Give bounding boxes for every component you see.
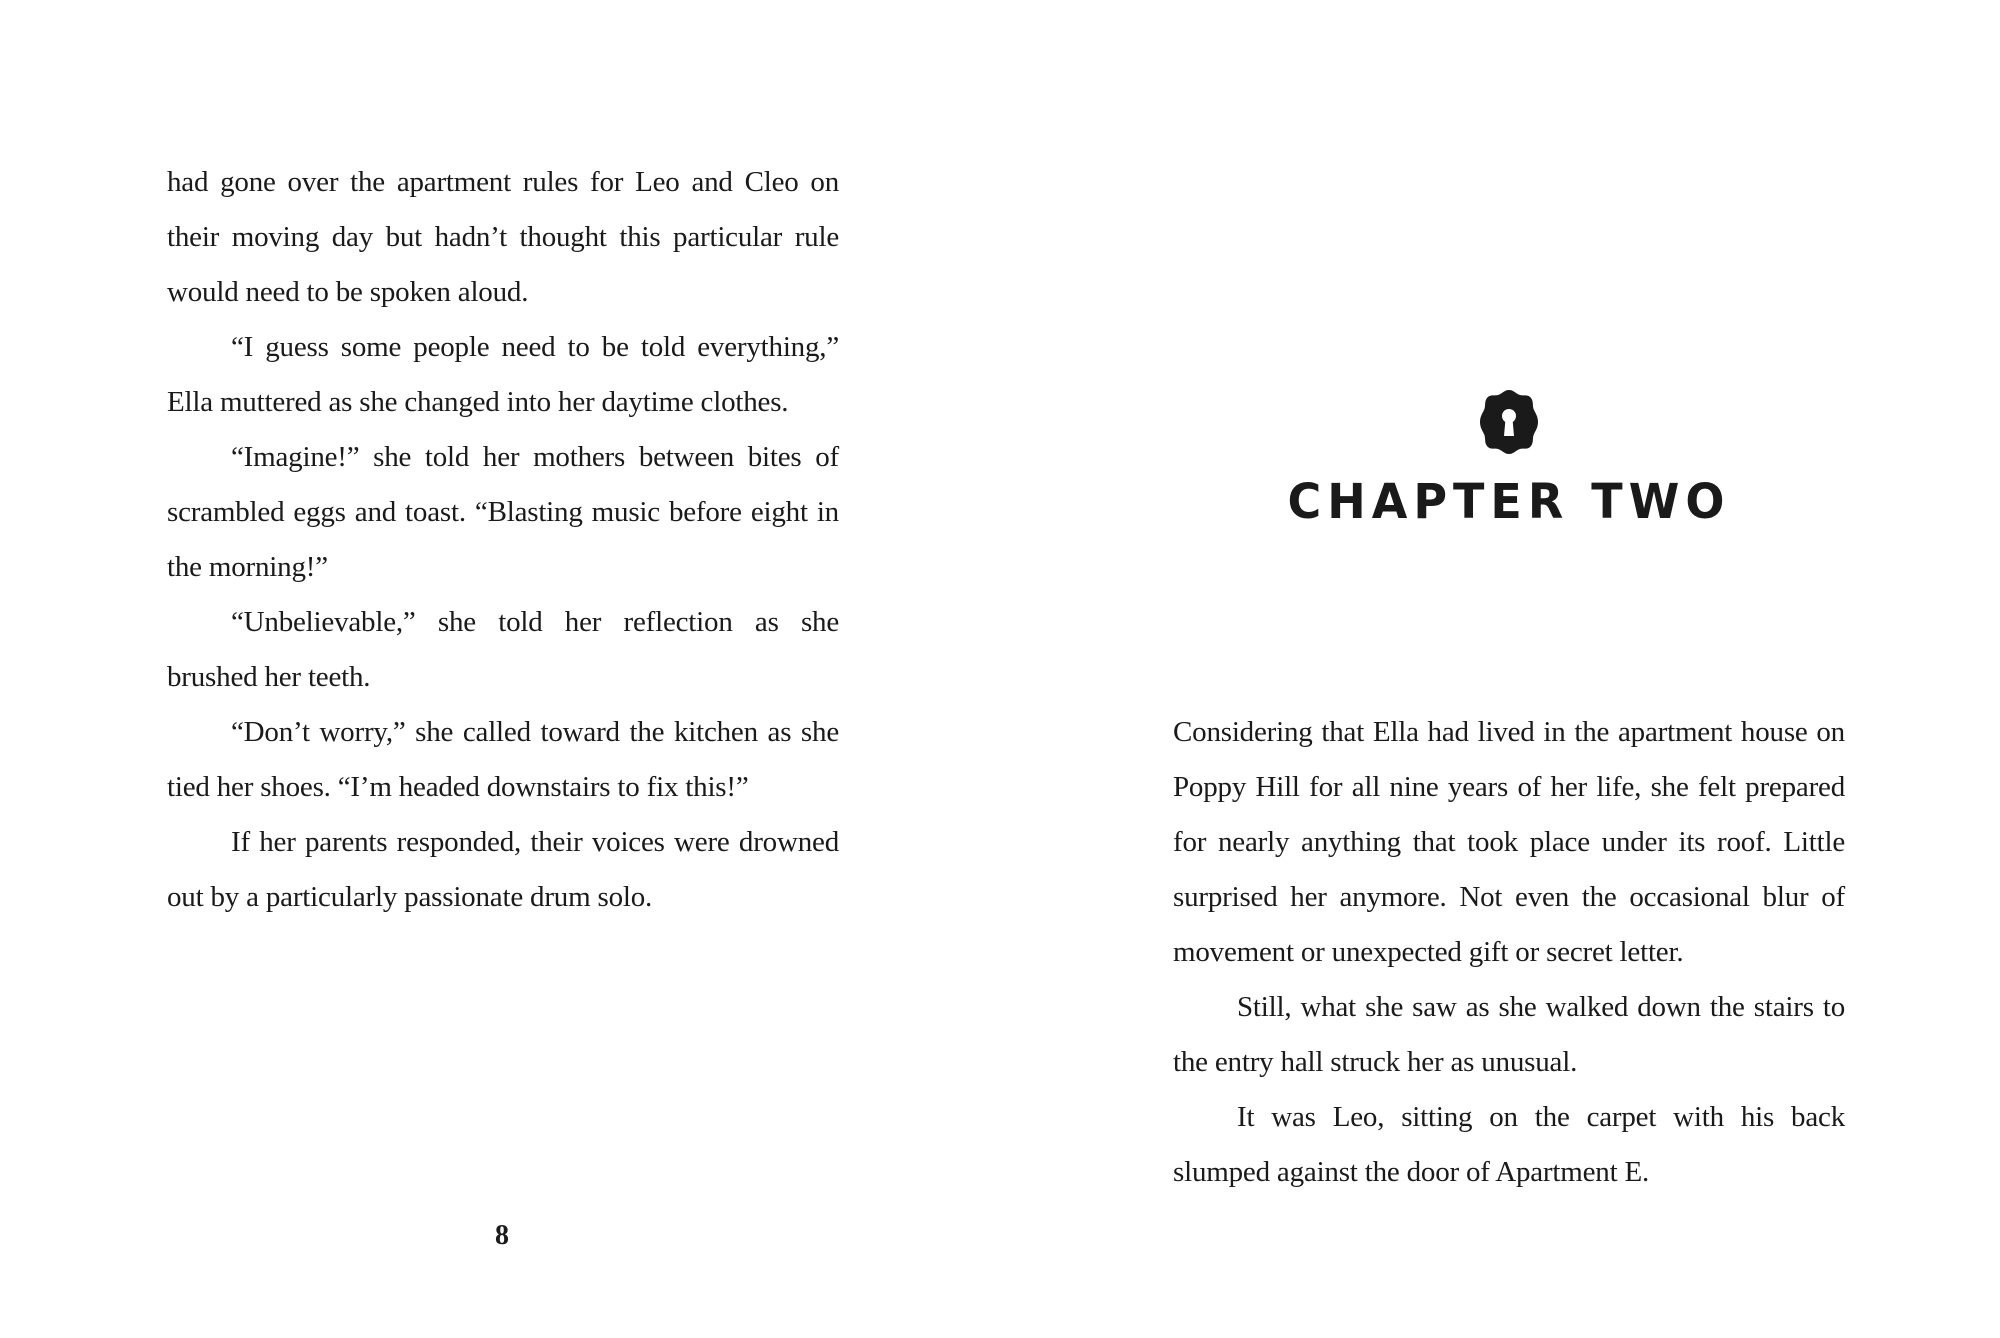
chapter-title: CHAPTER TWO <box>1287 472 1731 530</box>
paragraph: Considering that Ella had lived in the apartment house on Poppy Hill for all nine years of her life, she felt prepared for nearly anything that took place under its roof. Little surprised her anymore. Not even the occasional blur of movement or unexpected gift or secret letter. <box>1173 716 1845 968</box>
paragraph: had gone over the apartment rules for Leo and Cleo on their moving day but hadn’t thought this particular rule would need to be spoken aloud. <box>167 166 839 308</box>
paragraph: If her parents responded, their voices were drowned out by a particularly passionate drum solo. <box>167 826 839 913</box>
right-page <box>1000 0 2000 1338</box>
chapter-heading <box>1173 388 1845 528</box>
paragraph: “I guess some people need to be told everything,” Ella muttered as she changed into her daytime clothes. <box>167 331 839 418</box>
paragraph: It was Leo, sitting on the carpet with his back slumped against the door of Apartment E. <box>1173 1101 1845 1188</box>
paragraph: “Imagine!” she told her mothers between bites of scrambled eggs and toast. “Blasting music before eight in the morning!” <box>167 441 839 583</box>
keyhole-icon <box>1478 388 1540 456</box>
paragraph: Still, what she saw as she walked down the stairs to the entry hall struck her as unusual. <box>1173 991 1845 1078</box>
paragraph: “Unbelievable,” she told her reflection as she brushed her teeth. <box>167 606 839 693</box>
page-number: 8 <box>495 1220 509 1251</box>
paragraph: “Don’t worry,” she called toward the kitchen as she tied her shoes. “I’m headed downstairs to fix this!” <box>167 716 839 803</box>
left-page-text <box>167 155 839 925</box>
right-page-text <box>1173 705 1845 1200</box>
